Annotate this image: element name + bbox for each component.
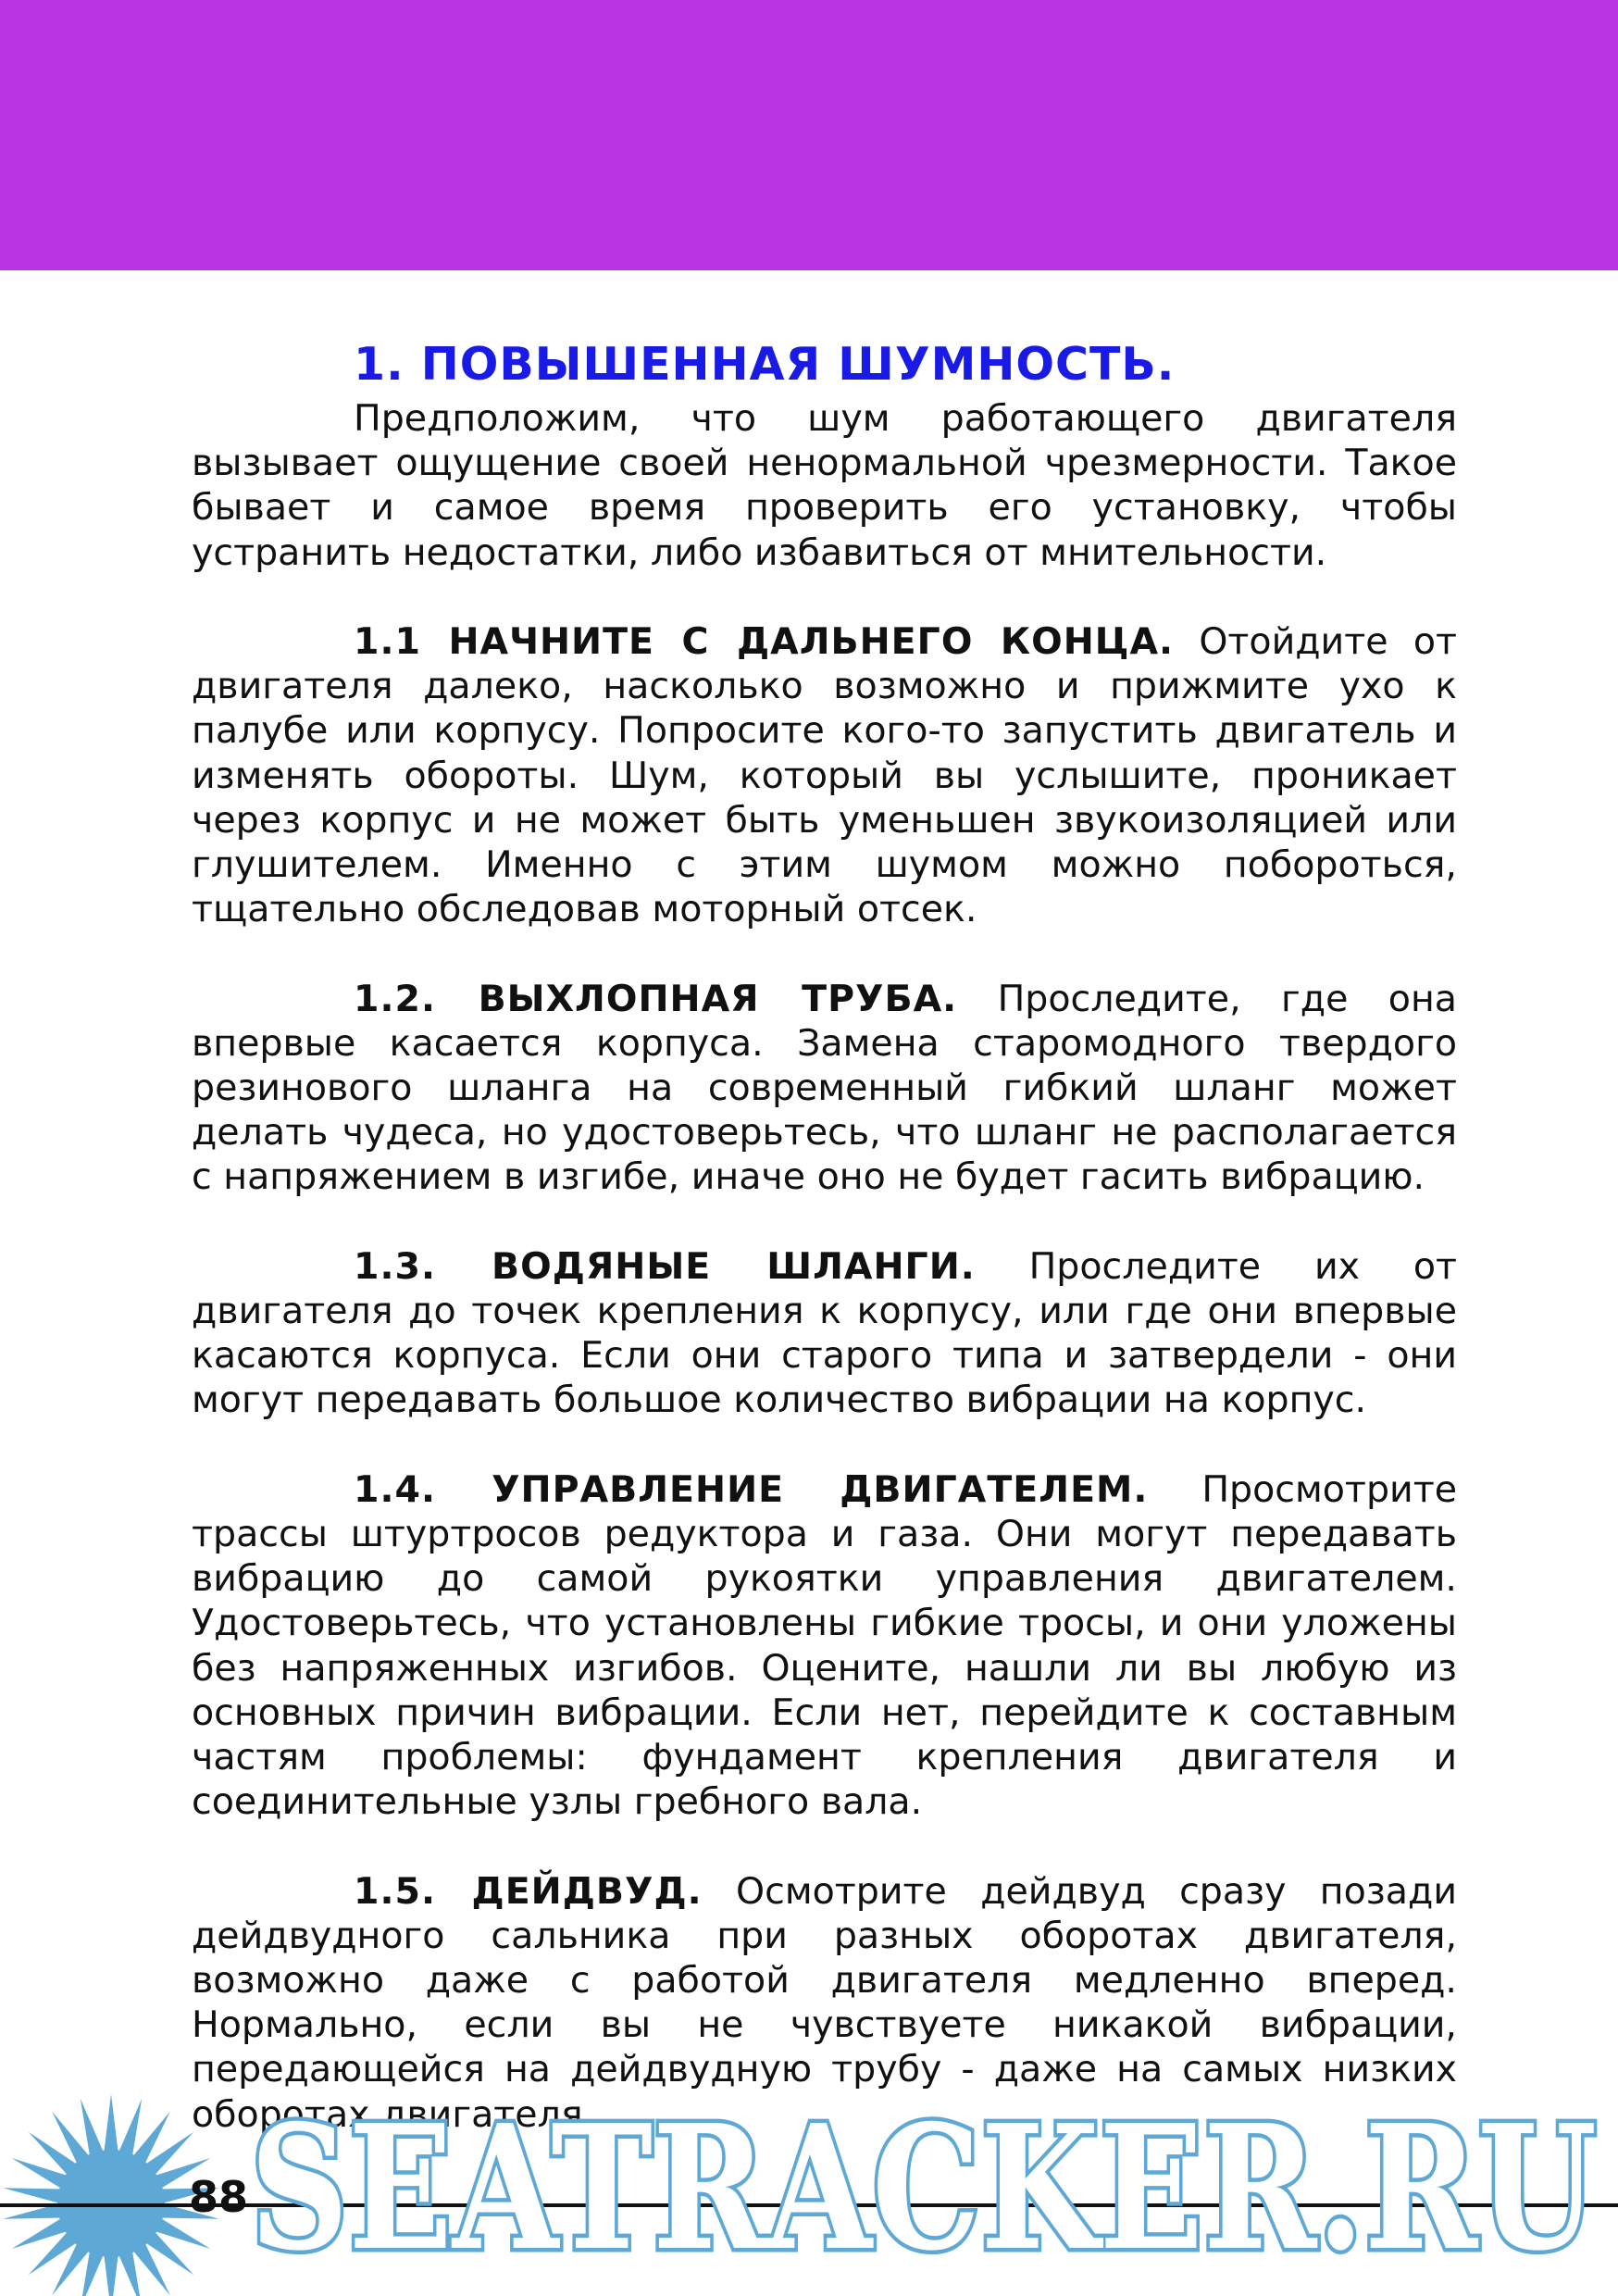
section-1-3 [192, 1244, 1457, 1423]
section-1-4 [192, 1467, 1457, 1825]
page-content [192, 333, 1457, 2137]
section-1-2 [192, 977, 1457, 1200]
page-number: 88 [189, 2172, 249, 2222]
section-heading: 1.5. ДЕЙДВУД. [354, 1869, 703, 1913]
section-title: 1. ПОВЫШЕННАЯ ШУМНОСТЬ. [354, 338, 1176, 391]
section-heading: 1.1 НАЧНИТЕ С ДАЛЬНЕГО КОНЦА. [354, 620, 1175, 663]
section-text: Проследите, где она впервые касается корпуса. Замена старомодного твердого резинового шланга на современный гибкий шланг может делать чудеса, но удостоверьтесь, что шланг не располагается с напряжением в изгибе, иначе оно не будет гасить вибрацию. [192, 977, 1457, 1199]
section-heading: 1.4. УПРАВЛЕНИЕ ДВИГАТЕЛЕМ. [354, 1467, 1149, 1511]
section-1-1 [192, 619, 1457, 931]
section-text: Просмотрите трассы штуртросов редуктора и газа. Они могут передавать вибрацию до самой рукоятки управления двигателем. Удостоверьтесь, что установлены гибкие тросы, и они уложены без напряженных изгибов. Оцените, нашли ли вы любую из основных причин вибрации. Если нет, перейдите к составным частям проблемы: фундамент крепления двигателя и соединительные узлы гребного вала. [192, 1467, 1458, 1824]
section-heading: 1.3. ВОДЯНЫЕ ШЛАНГИ. [354, 1244, 976, 1288]
section-text: Осмотрите дейдвуд сразу позади дейдвудного сальника при разных оборотах двигателя, возможно даже с работой двигателя медленно вперед. Нормально, если вы не чувствуете никакой вибрации, передающейся на дейдвудную трубу - даже на самых низких оборотах двигателя. [192, 1869, 1457, 2136]
watermark-text: SEATRACKER.RU [250, 2090, 1597, 2276]
section-heading: 1.2. ВЫХЛОПНАЯ ТРУБА. [354, 977, 958, 1020]
header-band [0, 0, 1618, 270]
section-text: Отойдите от двигателя далеко, насколько возможно и прижмите ухо к палубе или корпусу. Попросите кого-то запустить двигатель и изменять обороты. Шум, который вы услышите, проникает через корпус и не может быть уменьшен звукоизоляцией или глушителем. Именно с этим шумом можно побороться, тщательно обследовав моторный отсек. [192, 620, 1457, 931]
intro-paragraph: Предположим, что шум работающего двигателя вызывает ощущение своей ненормальной чрезмерности. Такое бывает и самое время проверить его установку, чтобы устранить недостатки, либо избавиться от мнительности. [192, 397, 1457, 574]
section-text: Проследите их от двигателя до точек крепления к корпусу, или где они впервые касаются корпуса. Если они старого типа и затвердели - они могут передавать большое количество вибрации на корпус. [192, 1244, 1458, 1422]
watermark-logo [250, 2090, 1601, 2276]
